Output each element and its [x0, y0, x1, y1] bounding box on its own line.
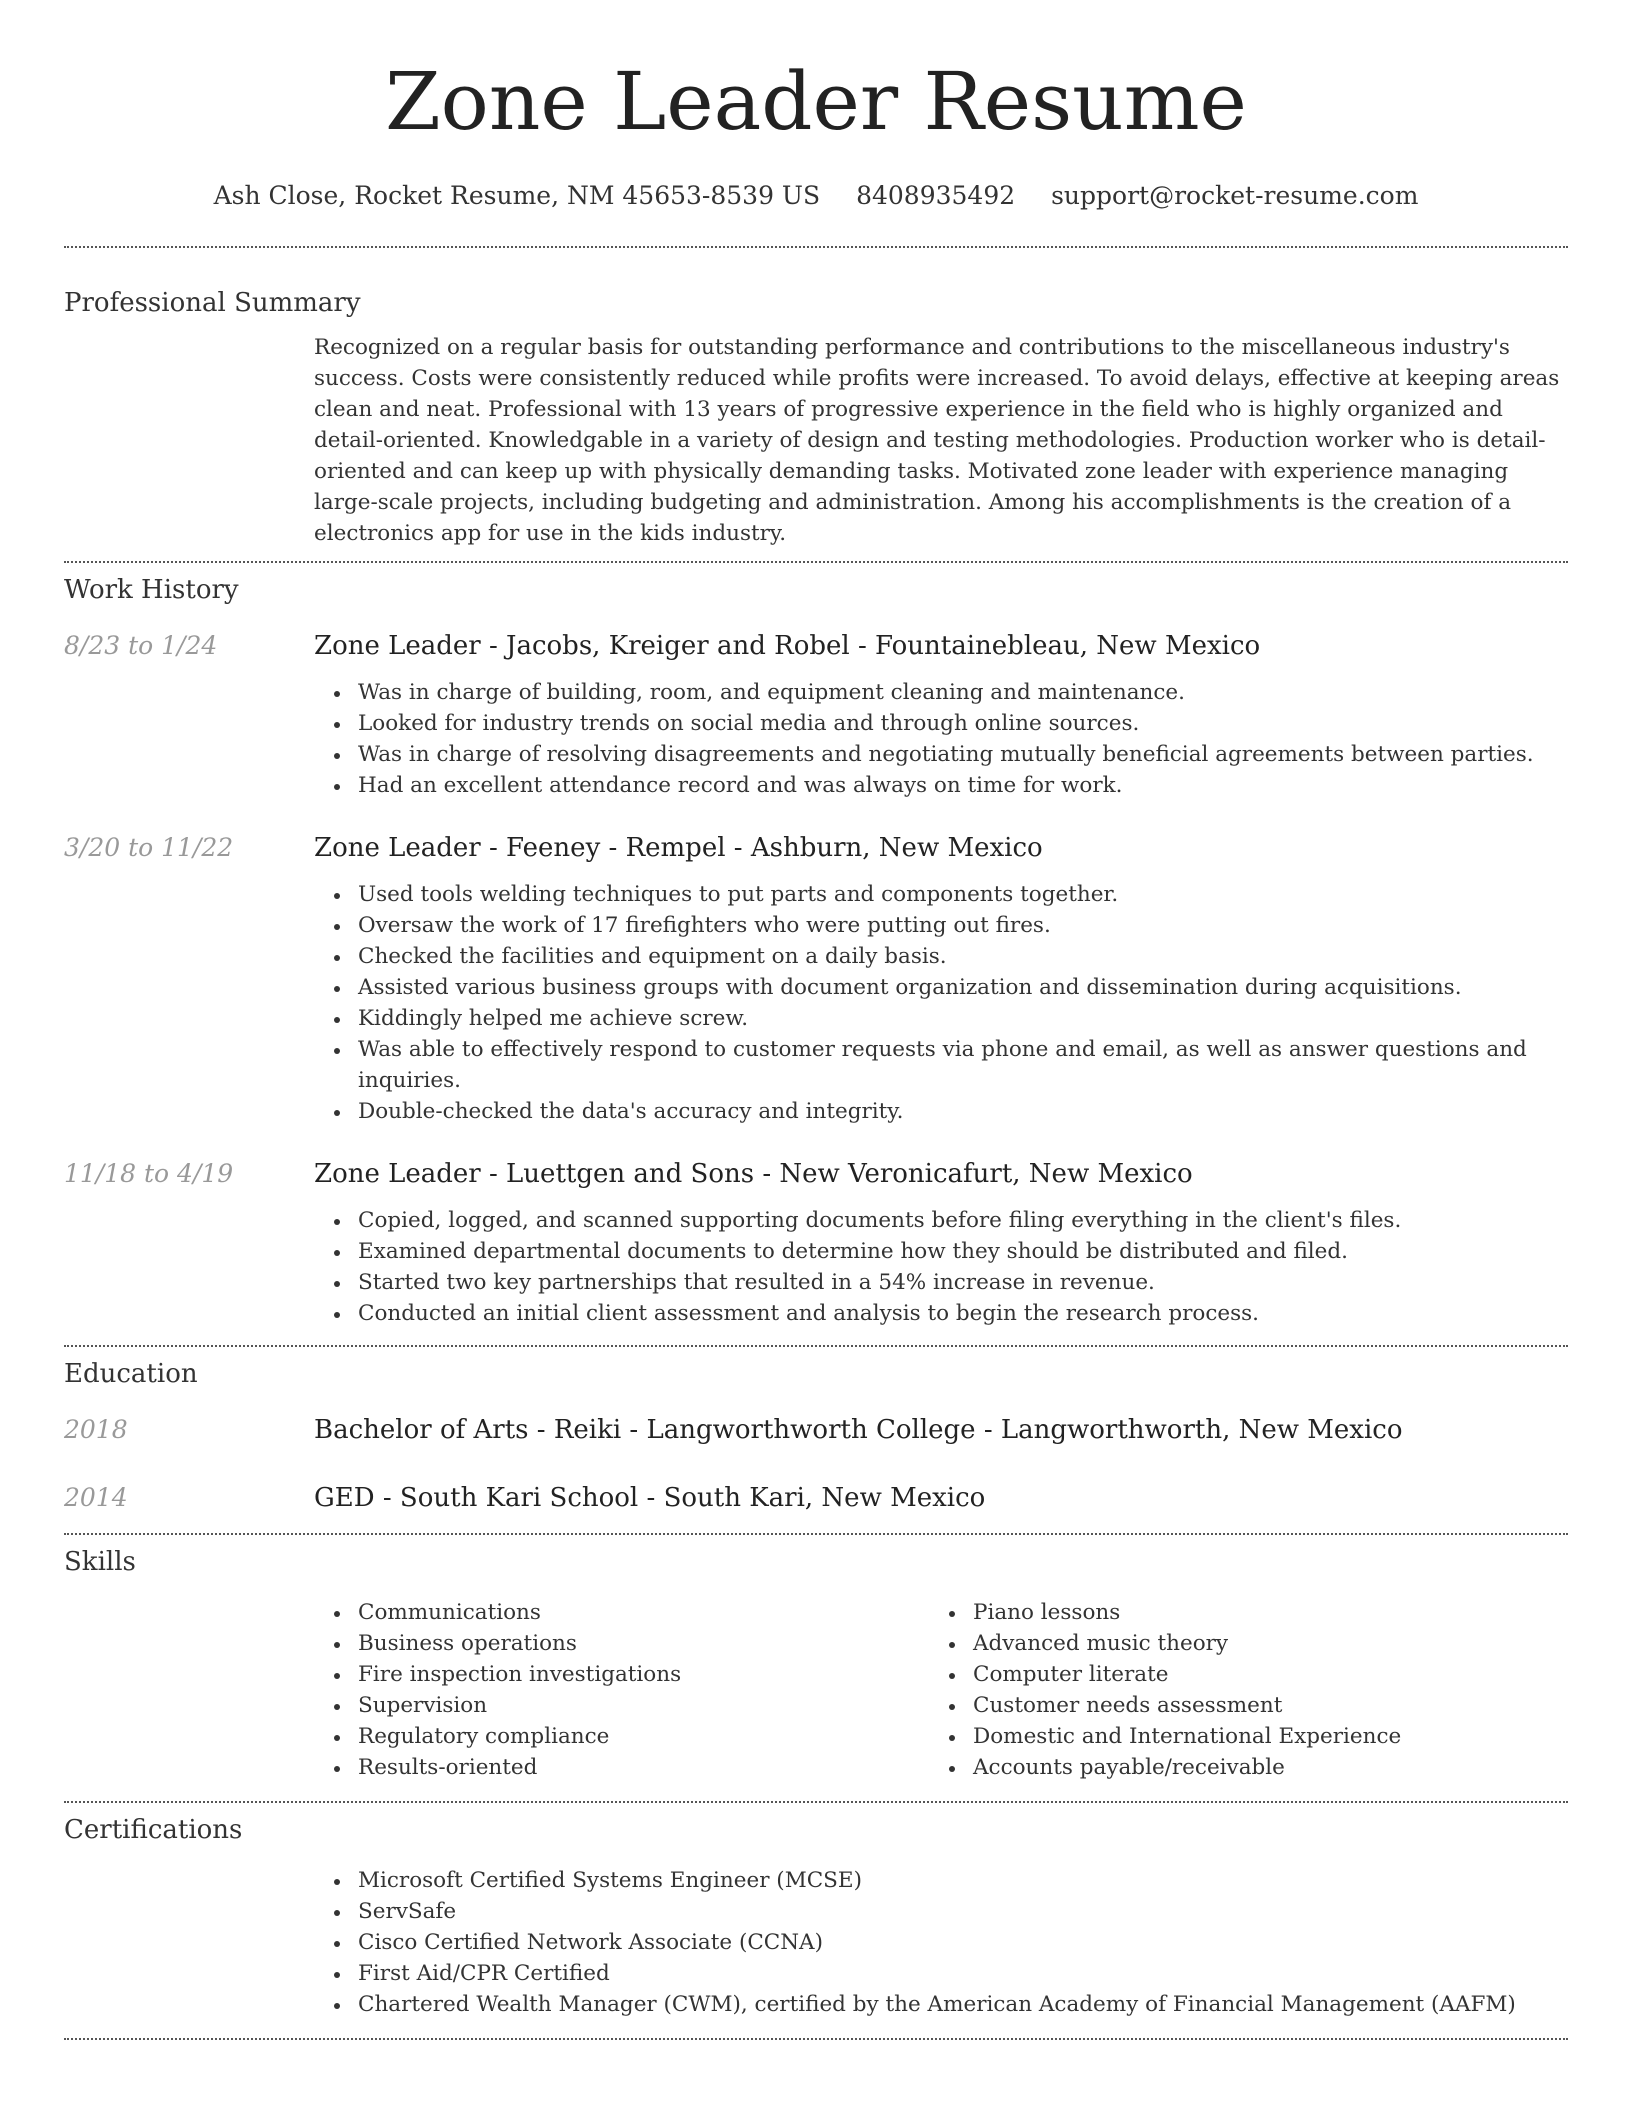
divider	[64, 2038, 1568, 2040]
list-item: Had an excellent attendance record and was always on time for work.	[314, 770, 1568, 801]
list-item: Double-checked the data's accuracy and integrity.	[314, 1096, 1568, 1127]
list-item: Results-oriented	[314, 1752, 929, 1783]
list-item: Domestic and International Experience	[929, 1721, 1544, 1752]
certifications-section	[64, 1803, 1568, 2020]
list-item: Was in charge of building, room, and equipment cleaning and maintenance.	[314, 677, 1568, 708]
job-bullets	[314, 677, 1568, 801]
certifications-list	[314, 1865, 1568, 2020]
section-heading-summary: Professional Summary	[64, 288, 361, 318]
job-entry	[64, 831, 1568, 1127]
resume-title: Zone Leader Resume	[385, 55, 1247, 148]
list-item: Computer literate	[929, 1659, 1544, 1690]
job-title: Zone Leader - Luettgen and Sons - New Veronicafurt, New Mexico	[314, 1159, 1193, 1189]
list-item: Conducted an initial client assessment and analysis to begin the research process.	[314, 1298, 1568, 1329]
list-item: Examined departmental documents to determine how they should be distributed and filed.	[314, 1236, 1568, 1267]
section-heading-work: Work History	[64, 575, 239, 605]
contact-address: Ash Close, Rocket Resume, NM 45653-8539 US	[213, 181, 821, 210]
education-year: 2018	[64, 1415, 128, 1444]
education-section	[64, 1347, 1568, 1515]
job-entry	[64, 629, 1568, 801]
list-item: Chartered Wealth Manager (CWM), certified by the American Academy of Financial Management (AAFM)	[314, 1989, 1568, 2020]
list-item: Advanced music theory	[929, 1628, 1544, 1659]
list-item: Cisco Certified Network Associate (CCNA)	[314, 1927, 1568, 1958]
section-heading-education: Education	[64, 1359, 198, 1389]
list-item: ServSafe	[314, 1896, 1568, 1927]
list-item: Microsoft Certified Systems Engineer (MCSE)	[314, 1865, 1568, 1896]
education-entry	[64, 1413, 1568, 1447]
resume-header	[64, 0, 1568, 212]
education-year: 2014	[64, 1483, 128, 1512]
list-item: Fire inspection investigations	[314, 1659, 929, 1690]
list-item: Was able to effectively respond to customer requests via phone and email, as well as answer questions and inquiries.	[314, 1034, 1568, 1096]
list-item: Piano lessons	[929, 1597, 1544, 1628]
summary-text: Recognized on a regular basis for outstanding performance and contributions to the miscellaneous industry's success. Costs were consistently reduced while profits were increased. To avoid delays, effective at keeping areas clean and neat. Professional with 13 years of progressive experience in the field who is highly organized and detail-oriented. Knowledgable in a variety of design and testing methodologies. Production worker who is detail-oriented and can keep up with physically demanding tasks. Motivated zone leader with experience managing large-scale projects, including budgeting and administration. Among his accomplishments is the creation of a electronics app for use in the kids industry.	[314, 335, 1560, 546]
job-bullets	[314, 879, 1568, 1127]
job-title: Zone Leader - Feeney - Rempel - Ashburn, New Mexico	[314, 833, 1043, 863]
contact-phone: 8408935492	[856, 181, 1016, 210]
list-item: Supervision	[314, 1690, 929, 1721]
list-item: Used tools welding techniques to put parts and components together.	[314, 879, 1568, 910]
list-item: Business operations	[314, 1628, 929, 1659]
list-item: Oversaw the work of 17 firefighters who were putting out fires.	[314, 910, 1568, 941]
list-item: Started two key partnerships that resulted in a 54% increase in revenue.	[314, 1267, 1568, 1298]
education-detail: Bachelor of Arts - Reiki - Langworthworth College - Langworthworth, New Mexico	[314, 1415, 1403, 1445]
list-item: Checked the facilities and equipment on a daily basis.	[314, 941, 1568, 972]
job-dates: 8/23 to 1/24	[64, 631, 218, 660]
list-item: First Aid/CPR Certified	[314, 1958, 1568, 1989]
list-item: Customer needs assessment	[929, 1690, 1544, 1721]
list-item: Communications	[314, 1597, 929, 1628]
skills-section	[64, 1535, 1568, 1783]
job-entry	[64, 1157, 1568, 1329]
section-heading-skills: Skills	[64, 1547, 136, 1577]
job-title: Zone Leader - Jacobs, Kreiger and Robel - Fountainebleau, New Mexico	[314, 631, 1261, 661]
section-heading-certifications: Certifications	[64, 1815, 243, 1845]
list-item: Looked for industry trends on social media and through online sources.	[314, 708, 1568, 739]
work-section	[64, 563, 1568, 1329]
education-entry	[64, 1481, 1568, 1515]
job-dates: 3/20 to 11/22	[64, 833, 234, 862]
list-item: Was in charge of resolving disagreements and negotiating mutually beneficial agreements between parties.	[314, 739, 1568, 770]
list-item: Accounts payable/receivable	[929, 1752, 1544, 1783]
list-item: Assisted various business groups with document organization and dissemination during acquisitions.	[314, 972, 1568, 1003]
list-item: Kiddingly helped me achieve screw.	[314, 1003, 1568, 1034]
education-detail: GED - South Kari School - South Kari, New Mexico	[314, 1483, 986, 1513]
job-bullets	[314, 1205, 1568, 1329]
summary-section	[64, 248, 1568, 549]
job-dates: 11/18 to 4/19	[64, 1159, 234, 1188]
list-item: Copied, logged, and scanned supporting documents before filing everything in the client's files.	[314, 1205, 1568, 1236]
contact-line	[64, 180, 1568, 212]
skills-column-1	[314, 1597, 929, 1783]
contact-email: support@rocket-resume.com	[1051, 181, 1419, 210]
list-item: Regulatory compliance	[314, 1721, 929, 1752]
skills-column-2	[929, 1597, 1544, 1783]
